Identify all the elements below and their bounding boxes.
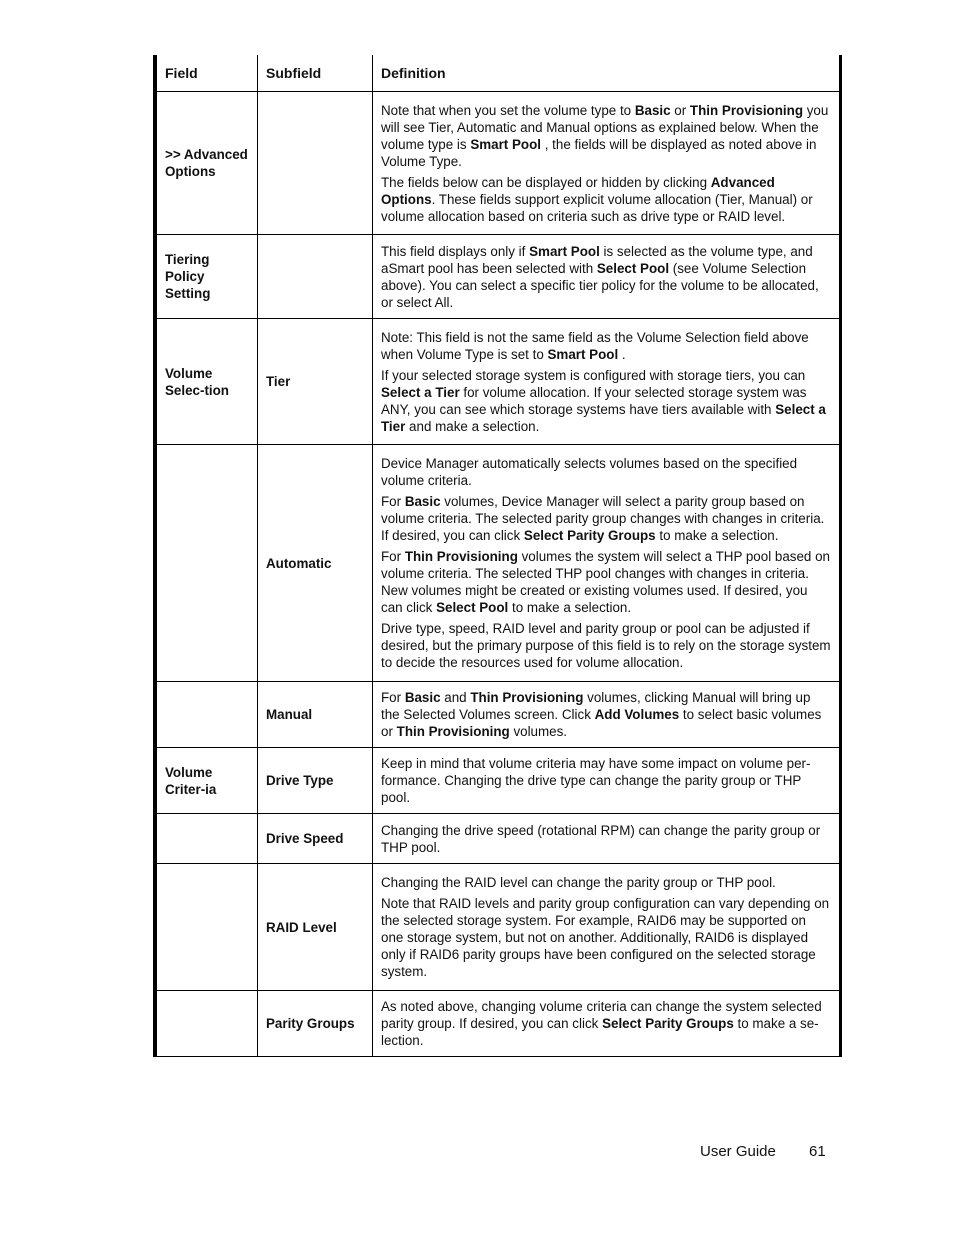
text-run: , the fields will be displayed as noted above in Volume Type.: [381, 136, 817, 169]
definition-paragraph: [381, 174, 831, 225]
definition-cell: [373, 92, 841, 235]
text-run: Drive type, speed, RAID level and parity group or pool can be adjusted if desired, but the primary purpose of this field is to rely on the storage system to decide the resources used for volume allocation.: [381, 621, 831, 670]
definition-cell: [373, 319, 841, 445]
text-run: for volume allocation. If your selected storage system was ANY, you can see which storage systems have tiers available with: [381, 384, 807, 417]
text-run: (see Volume Selection above). You can select a specific tier policy for the volume to be allocated, or select All.: [381, 260, 819, 310]
definition-cell: [373, 991, 841, 1057]
text-run: to make a selection.: [655, 528, 779, 543]
bold-term: Basic: [634, 102, 671, 118]
definition-cell: [373, 814, 841, 864]
text-run: or: [670, 102, 690, 118]
field-cell: [155, 814, 258, 864]
definition-paragraph: [381, 243, 831, 311]
bold-term: Add Volumes: [594, 707, 680, 722]
text-run: is selected as the volume type, and aSmart pool has been selected with: [381, 243, 813, 276]
field-cell: Volume Selec-tion: [155, 319, 258, 445]
definition-paragraph: [381, 367, 831, 435]
bold-term: Thin Provisioning: [396, 724, 510, 739]
definition-table: [153, 55, 842, 1057]
text-run: and make a selection.: [405, 418, 540, 434]
footer-doc-title: User Guide: [700, 1143, 776, 1160]
bold-term: Smart Pool: [529, 243, 600, 259]
text-run: Note: This field is not the same field as the Volume Selection field above when Volume Type is set to: [381, 329, 809, 362]
table-row: [155, 748, 841, 814]
table-row: [155, 235, 841, 319]
field-cell: [155, 864, 258, 991]
definition-paragraph: [381, 455, 831, 489]
field-cell: Volume Criter-ia: [155, 748, 258, 814]
table-row: [155, 319, 841, 445]
definition-paragraph: [381, 329, 831, 363]
bold-term: Thin Provisioning: [470, 690, 584, 705]
text-run: volumes.: [509, 724, 568, 739]
definition-paragraph: [381, 822, 831, 856]
text-run: to make a selection.: [508, 600, 632, 615]
text-run: . These fields support explicit volume allocation (Tier, Manual) or volume allocation based on criteria such as drive type or RAID level.: [381, 191, 813, 224]
definition-paragraph: [381, 874, 831, 891]
text-run: As noted above, changing volume criteria can change the system selected parity group. If desired, you can click: [381, 999, 822, 1031]
field-cell: [155, 682, 258, 748]
subfield-cell: Drive Type: [258, 748, 373, 814]
text-run: Note that RAID levels and parity group configuration can vary depending on the selected storage system. For example, RAID6 may be supported on one storage system, but not on another. Additionally, RAID6 is displayed only if RAID6 parity groups have been configured on the selected storage system.: [381, 896, 830, 979]
subfield-cell: Manual: [258, 682, 373, 748]
bold-term: Select Pool: [596, 260, 670, 276]
subfield-cell: Tier: [258, 319, 373, 445]
field-cell: [155, 445, 258, 682]
text-run: to select basic volumes or: [381, 707, 822, 739]
text-run: Device Manager automatically selects volumes based on the specified volume criteria.: [381, 456, 798, 488]
text-run: Changing the drive speed (rotational RPM) can change the parity group or THP pool.: [381, 822, 821, 855]
text-run: Keep in mind that volume criteria may have some impact on volume per-formance. Changing the drive type can change the parity group or THP pool.: [381, 756, 811, 805]
header-field: Field: [155, 55, 258, 92]
text-run: For: [381, 690, 405, 705]
header-subfield: Subfield: [258, 55, 373, 92]
text-run: This field displays only if: [381, 243, 530, 259]
table-row: [155, 682, 841, 748]
bold-term: Smart Pool: [547, 346, 619, 362]
text-run: you will see Tier, Automatic and Manual options as explained below. When the volume type is: [381, 102, 829, 152]
field-cell: [155, 991, 258, 1057]
header-definition: Definition: [373, 55, 841, 92]
table-row: [155, 991, 841, 1057]
text-run: If your selected storage system is configured with storage tiers, you can: [381, 367, 806, 383]
text-run: The fields below can be displayed or hidden by clicking: [381, 174, 711, 190]
bold-term: Basic: [404, 494, 441, 509]
bold-term: Advanced Options: [381, 174, 775, 207]
bold-term: Select Parity Groups: [523, 528, 656, 543]
field-cell: >> Advanced Options: [155, 92, 258, 235]
table-row: [155, 445, 841, 682]
bold-term: Basic: [404, 690, 441, 705]
definition-paragraph: [381, 689, 831, 740]
text-run: volumes, Device Manager will select a parity group based on volume criteria. The selected parity group changes with changes in criteria. If desired, you can click: [381, 494, 825, 543]
field-cell: Tiering Policy Setting: [155, 235, 258, 319]
definition-paragraph: [381, 493, 831, 544]
table-header-row: [155, 55, 841, 92]
bold-term: Smart Pool: [470, 136, 541, 152]
page-number: 61: [809, 1143, 826, 1160]
text-run: For: [381, 494, 405, 509]
definition-paragraph: [381, 895, 831, 980]
definition-cell: [373, 864, 841, 991]
subfield-cell: Automatic: [258, 445, 373, 682]
text-run: .: [618, 346, 626, 362]
bold-term: Thin Provisioning: [404, 549, 518, 564]
definition-paragraph: [381, 755, 831, 806]
table-row: [155, 814, 841, 864]
definition-paragraph: [381, 620, 831, 671]
bold-term: Select Pool: [436, 600, 509, 615]
definition-cell: [373, 445, 841, 682]
text-run: to make a se-lection.: [381, 1016, 819, 1048]
definition-cell: [373, 682, 841, 748]
definition-cell: [373, 235, 841, 319]
subfield-cell: Drive Speed: [258, 814, 373, 864]
bold-term: Select Parity Groups: [602, 1016, 734, 1031]
definition-paragraph: [381, 548, 831, 616]
table-row: [155, 92, 841, 235]
text-run: volumes the system will select a THP pool based on volume criteria. The selected THP pool changes with changes in criteria. New volumes might be created or existing volumes used. If desired, you can click: [381, 549, 830, 615]
text-run: Changing the RAID level can change the parity group or THP pool.: [381, 875, 776, 890]
definition-paragraph: [381, 998, 831, 1049]
subfield-cell: [258, 92, 373, 235]
text-run: For: [381, 549, 405, 564]
bold-term: Select a Tier: [381, 401, 826, 434]
bold-term: Thin Provisioning: [689, 102, 803, 118]
definition-paragraph: [381, 102, 831, 170]
text-run: and: [440, 690, 471, 705]
definition-cell: [373, 748, 841, 814]
bold-term: Select a Tier: [381, 384, 460, 400]
subfield-cell: Parity Groups: [258, 991, 373, 1057]
subfield-cell: RAID Level: [258, 864, 373, 991]
subfield-cell: [258, 235, 373, 319]
text-run: volumes, clicking Manual will bring up the Selected Volumes screen. Click: [381, 690, 811, 722]
text-run: Note that when you set the volume type to: [381, 102, 635, 118]
table-row: [155, 864, 841, 991]
